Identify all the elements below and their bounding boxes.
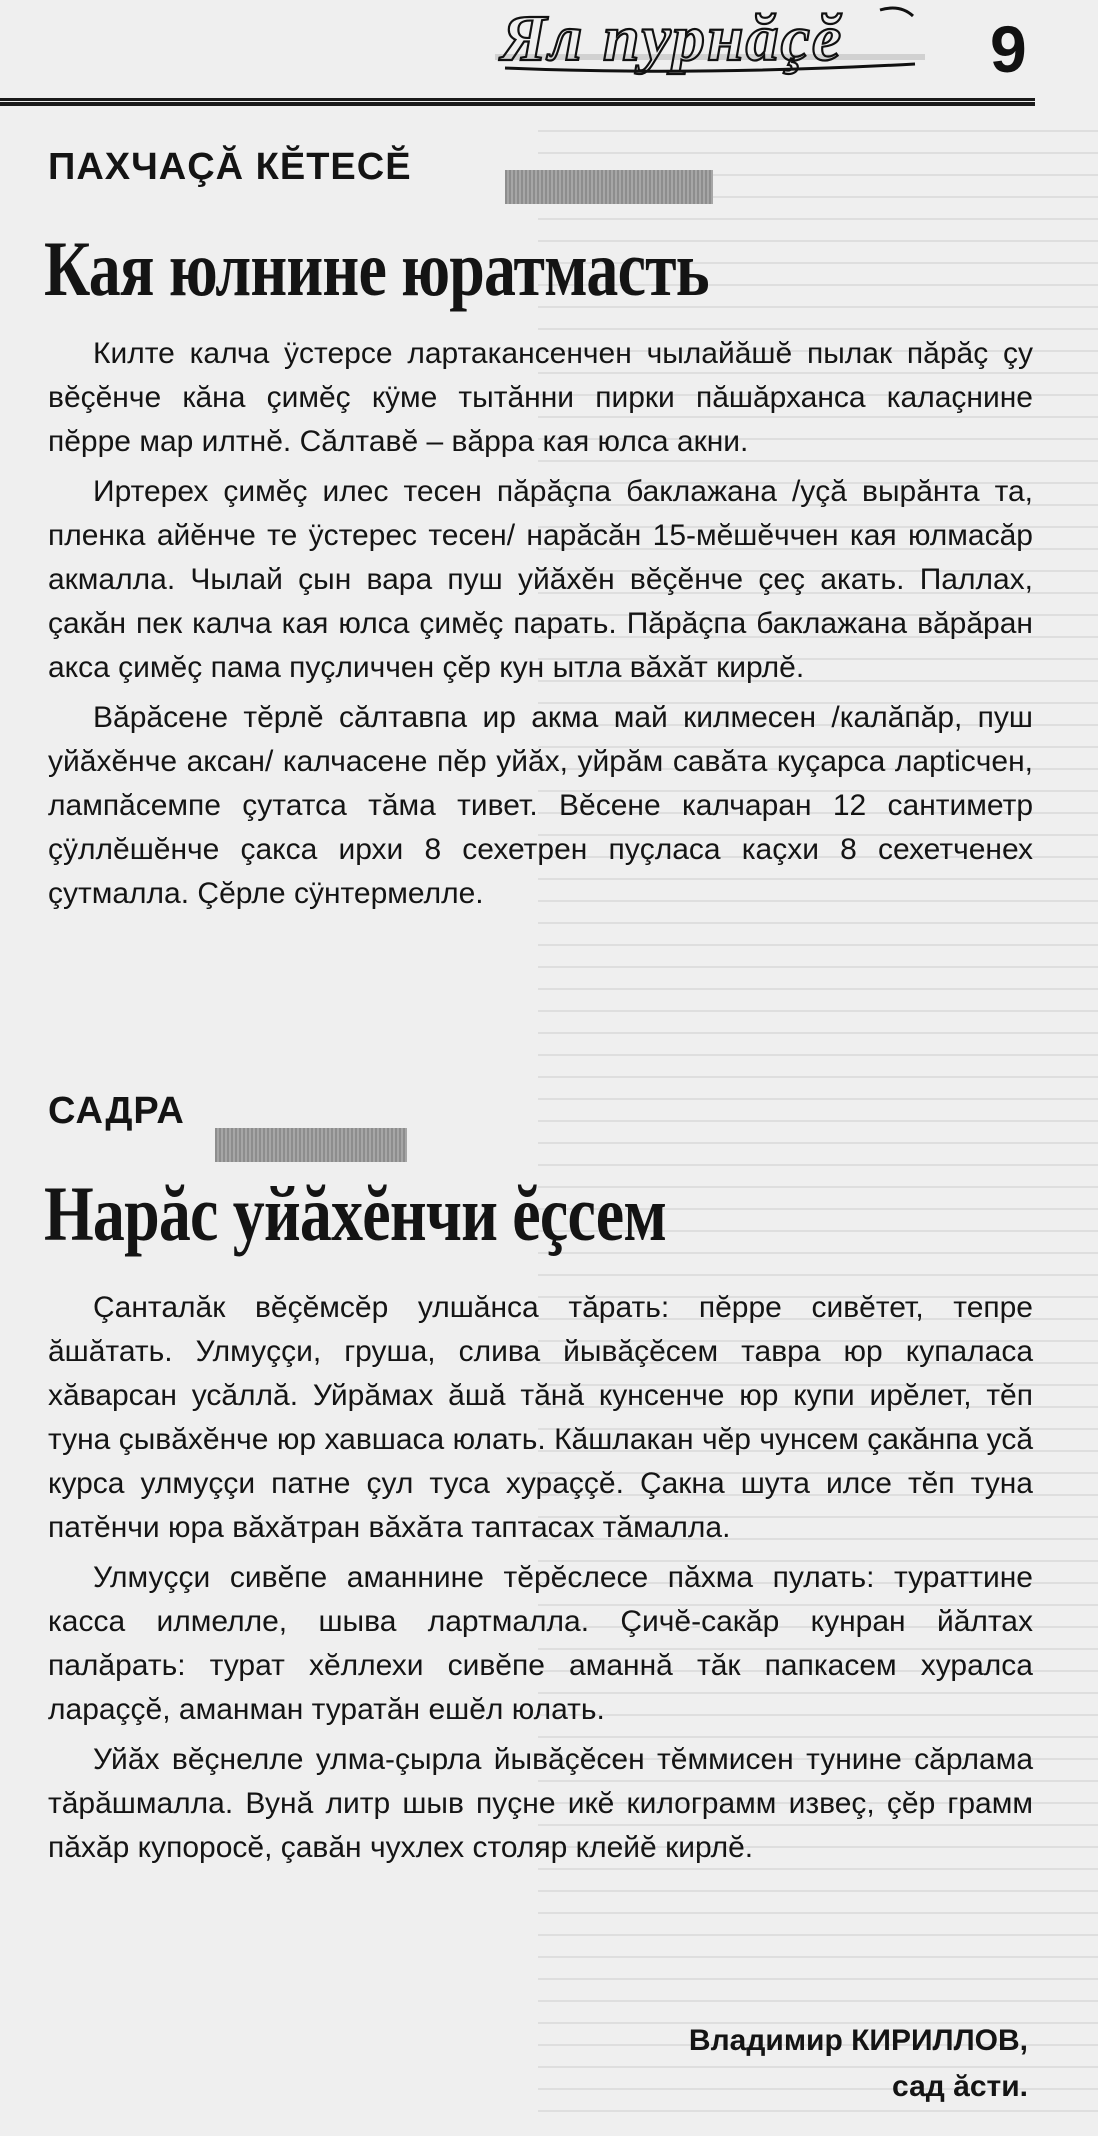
header-rule <box>0 98 1035 101</box>
section-label-gardener-corner: ПАХЧАÇĂ КĔТЕСĔ <box>48 146 412 188</box>
header-rule-thick <box>0 102 1035 106</box>
article-1-body <box>48 332 1033 922</box>
masthead-logo <box>495 2 925 82</box>
page-number: 9 <box>990 12 1027 86</box>
section-label-garden: САДРА <box>48 1090 185 1132</box>
author-signature <box>428 2018 1028 2110</box>
headline-article-2: Нарăс уйăхĕнчи ĕçсем <box>44 1170 667 1257</box>
article-2-paragraph-2: Улмуççи сивĕпе аманнине тĕрĕслесе пăхма пулать: тураттине касса илмелле, шыва лартмалла. Çичĕ-сакăр кунран йăлтах палăрать: турат хĕллехи сивĕпе аманнă тăк папкасем хуралса лараççĕ, аманман туратăн ешĕл юлать. <box>48 1561 1033 1726</box>
article-2-body <box>48 1286 1033 1876</box>
article-2-paragraph-1: Çанталăк вĕçĕмсĕр улшăнса тăрать: пĕрре сивĕтет, тепре ăшăтать. Улмуççи, груша, слива йывăçĕсем тавра юр купаласа хăварсан усăллă. Уйрăмах ăшă тăнă кунсенче юр купи ирĕлет, тĕп туна çывăхĕнче юр хавшаса юлать. Кăшлакан чĕр чунсем çакăнпа усă курса улмуççи патне çул туса хураççĕ. Çакна шута илсе тĕп туна патĕнчи юра вăхăтран вăхăта таптасах тăмалла. <box>48 1291 1033 1544</box>
page-header <box>0 0 1098 110</box>
author-name: Владимир КИРИЛЛОВ, <box>688 2024 1028 2057</box>
article-1-paragraph-2: Иртерех çимĕç илес тесен пăрăçпа баклажана /уçă вырăнта та, пленка айĕнче те ÿстерес тесен/ нарăсăн 15-мĕшĕччен кая юлмасăр акмалла. Чылай çын вара пуш уйăхĕн вĕçĕнче çеç акать. Паллах, çакăн пек калча кая юлса çимĕç парать. Пăрăçпа баклажана вăрăран акса çимĕç пама пуçличчен çĕр кун ытла вăхăт кирлĕ. <box>48 475 1033 684</box>
article-1-paragraph-1: Килте калча ÿстерсе лартакансенчен чылайăшĕ пылак пăрăç çу вĕçĕнче кăна çимĕç кÿме тытăнни пирки пăшăрханса калаçнине пĕрре мар илтнĕ. Сăлтавĕ – вăрра кая юлса акни. <box>48 337 1033 458</box>
article-2-paragraph-3: Уйăх вĕçнелле улма-çырла йывăçĕсен тĕммисен тунине сăрлама тăрăшмалла. Вунă литр шыв пуçне икĕ килограмм извеç, çĕр грамм пăхăр купоросĕ, çавăн чухлех столяр клейĕ кирлĕ. <box>48 1743 1033 1864</box>
article-1-paragraph-3: Вăрăсене тĕрлĕ сăлтавпа ир акма май килмесен /калăпăр, пуш уйăхĕнче аксан/ калчасене пĕр уйăх, уйрăм савăта куçарса ларticчен, лампăсемпе çутатса тăма тивет. Вĕсене калчаран 12 сантиметр çÿллĕшĕнче çакса ирхи 8 сехетрен пуçласа каçхи 8 сехетченех çутмалла. Çĕрле сÿнтермелле. <box>48 701 1033 910</box>
section-label-bar <box>505 170 713 204</box>
headline-article-1: Кая юлнине юратмасть <box>44 225 709 312</box>
author-role: сад ăсти. <box>892 2070 1028 2103</box>
masthead-logo-text: Ял пурнăçĕ <box>501 2 844 75</box>
section-label-bar-2 <box>215 1128 407 1162</box>
